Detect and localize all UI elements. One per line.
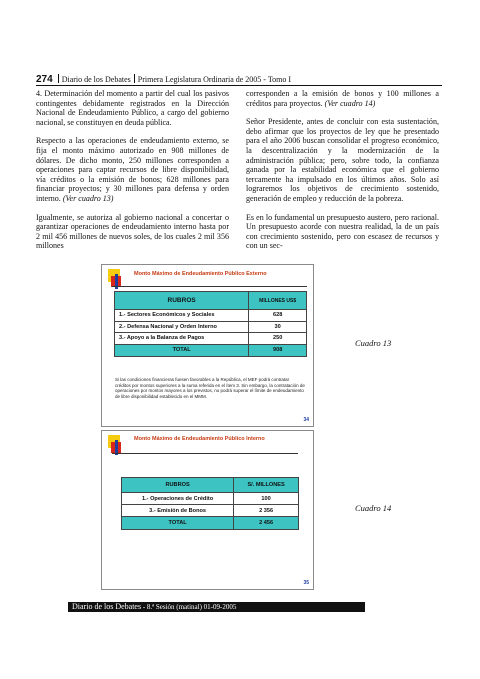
table-total-row	[115, 344, 307, 357]
slide-title: Monto Máximo de Endeudamiento Público Externo	[134, 271, 267, 277]
paragraph: Respecto a las operaciones de endeudamiento externo, se fija el monto máximo autorizado en 908 millones de dólares. De dicho monto, 250 millones corresponden a operaciones para captar recursos de libre disponibilidad, vía créditos o la emisión de bonos; 628 millones para financiar proyectos; y 30 millones para defensa y orden interno. (Ver cuadro 13)	[36, 136, 229, 203]
slide-title-rule	[112, 453, 298, 454]
table-row	[122, 493, 299, 505]
header-separator	[58, 74, 59, 83]
table-cell: 250	[249, 333, 307, 345]
session-info: Primera Legislatura Ordinaria de 2005 - Tomo I	[137, 75, 292, 84]
slide-external-debt	[101, 264, 314, 427]
footer-publication: Diario de los Debates	[72, 602, 142, 611]
paragraph: 4. Determinación del momento a partir del cual los pasivos contingentes debidamente registrados en la Dirección Nacional de Endeudamiento Público, a cargo del gobierno nacional, se constituyen en deuda pública.	[36, 89, 229, 127]
slide-page-number: 34	[303, 417, 309, 423]
table-header-row	[122, 478, 299, 493]
external-debt-table	[114, 291, 307, 357]
table-header-row	[115, 292, 307, 310]
slide-note: Si las condiciones financieras fuesen favorables a la República, el MEF podrá contratar créditos por montos superiores a la suma referida en el ítem 3. Sin embargo, la contratación de operaciones por montos mayores a los previstos, no podrá superar el límite de endeudamiento de libre disponibilidad establecido en el MMM.	[115, 377, 305, 399]
caption-cuadro-14: Cuadro 14	[355, 503, 392, 513]
total-label: TOTAL	[115, 344, 249, 357]
slide-internal-debt	[101, 430, 314, 590]
header-rule	[36, 85, 442, 86]
table-row	[115, 321, 307, 333]
table-row	[115, 333, 307, 345]
table-cell: 628	[249, 310, 307, 322]
table-total-row	[122, 517, 299, 530]
table-header: S/. MILLONES	[234, 478, 299, 493]
paragraph: corresponden a la emisión de bonos y 100 millones a créditos para proyectos. (Ver cuadro 14)	[246, 89, 439, 108]
table-reference: (Ver cuadro 14)	[324, 98, 376, 108]
table-header: MILLONES US$	[249, 292, 307, 310]
page-number: 274	[36, 74, 53, 85]
table-cell: 1.- Operaciones de Crédito	[122, 493, 234, 505]
header-separator	[134, 74, 135, 83]
table-cell: 3.- Apoyo a la Balanza de Pagos	[115, 333, 249, 345]
publication-name: Diario de los Debates	[61, 75, 131, 84]
caption-cuadro-13: Cuadro 13	[355, 338, 392, 348]
table-cell: 2.- Defensa Nacional y Orden Interno	[115, 321, 249, 333]
table-cell: 100	[234, 493, 299, 505]
paragraph: Es en lo fundamental un presupuesto austero, pero racional. Un presupuesto acorde con nuestra realidad, la de un país con crecimiento sostenido, pero con escasez de recursos y con un sec-	[246, 212, 439, 251]
table-cell: 1.- Sectores Económicos y Sociales	[115, 310, 249, 322]
footer-session: - 8.ª Sesión (matinal) 01-09-2005	[142, 603, 237, 611]
table-header: RUBROS	[115, 292, 249, 310]
paragraph: Señor Presidente, antes de concluir con esta sustentación, debo afirmar que los proyectos de ley que he presentado para el año 2006 buscan consolidar el progreso económico, la descentralización y la modernización de la administración pública; pero, sobre todo, la confianza ganada por la estabilidad económica que el gobierno tercamente ha impulsado en los últimos años. Solo así lograremos los objetivos de crecimiento sostenido, generación de empleo y reducción de la pobreza.	[246, 117, 439, 203]
total-value: 2 456	[234, 517, 299, 530]
slide-page-number: 35	[303, 580, 309, 586]
internal-debt-table	[121, 477, 299, 530]
page-footer	[68, 602, 365, 612]
table-reference: (Ver cuadro 13)	[62, 193, 114, 203]
table-header: RUBROS	[122, 478, 234, 493]
table-cell: 3.- Emisión de Bonos	[122, 505, 234, 517]
text-column-right	[246, 89, 439, 260]
table-cell: 30	[249, 321, 307, 333]
slide-title: Monto Máximo de Endeudamiento Público Interno	[134, 436, 265, 442]
text-column-left	[36, 89, 229, 260]
table-row	[122, 505, 299, 517]
table-row	[115, 310, 307, 322]
table-cell: 2 356	[234, 505, 299, 517]
slide-title-rule	[112, 286, 307, 287]
total-value: 908	[249, 344, 307, 357]
paragraph: Igualmente, se autoriza al gobierno nacional a concertar o garantizar operaciones de endeudamiento interno hasta por 2 mil 456 millones de nuevos soles, de los cuales 2 mil 356 millones	[36, 212, 229, 251]
total-label: TOTAL	[122, 517, 234, 530]
